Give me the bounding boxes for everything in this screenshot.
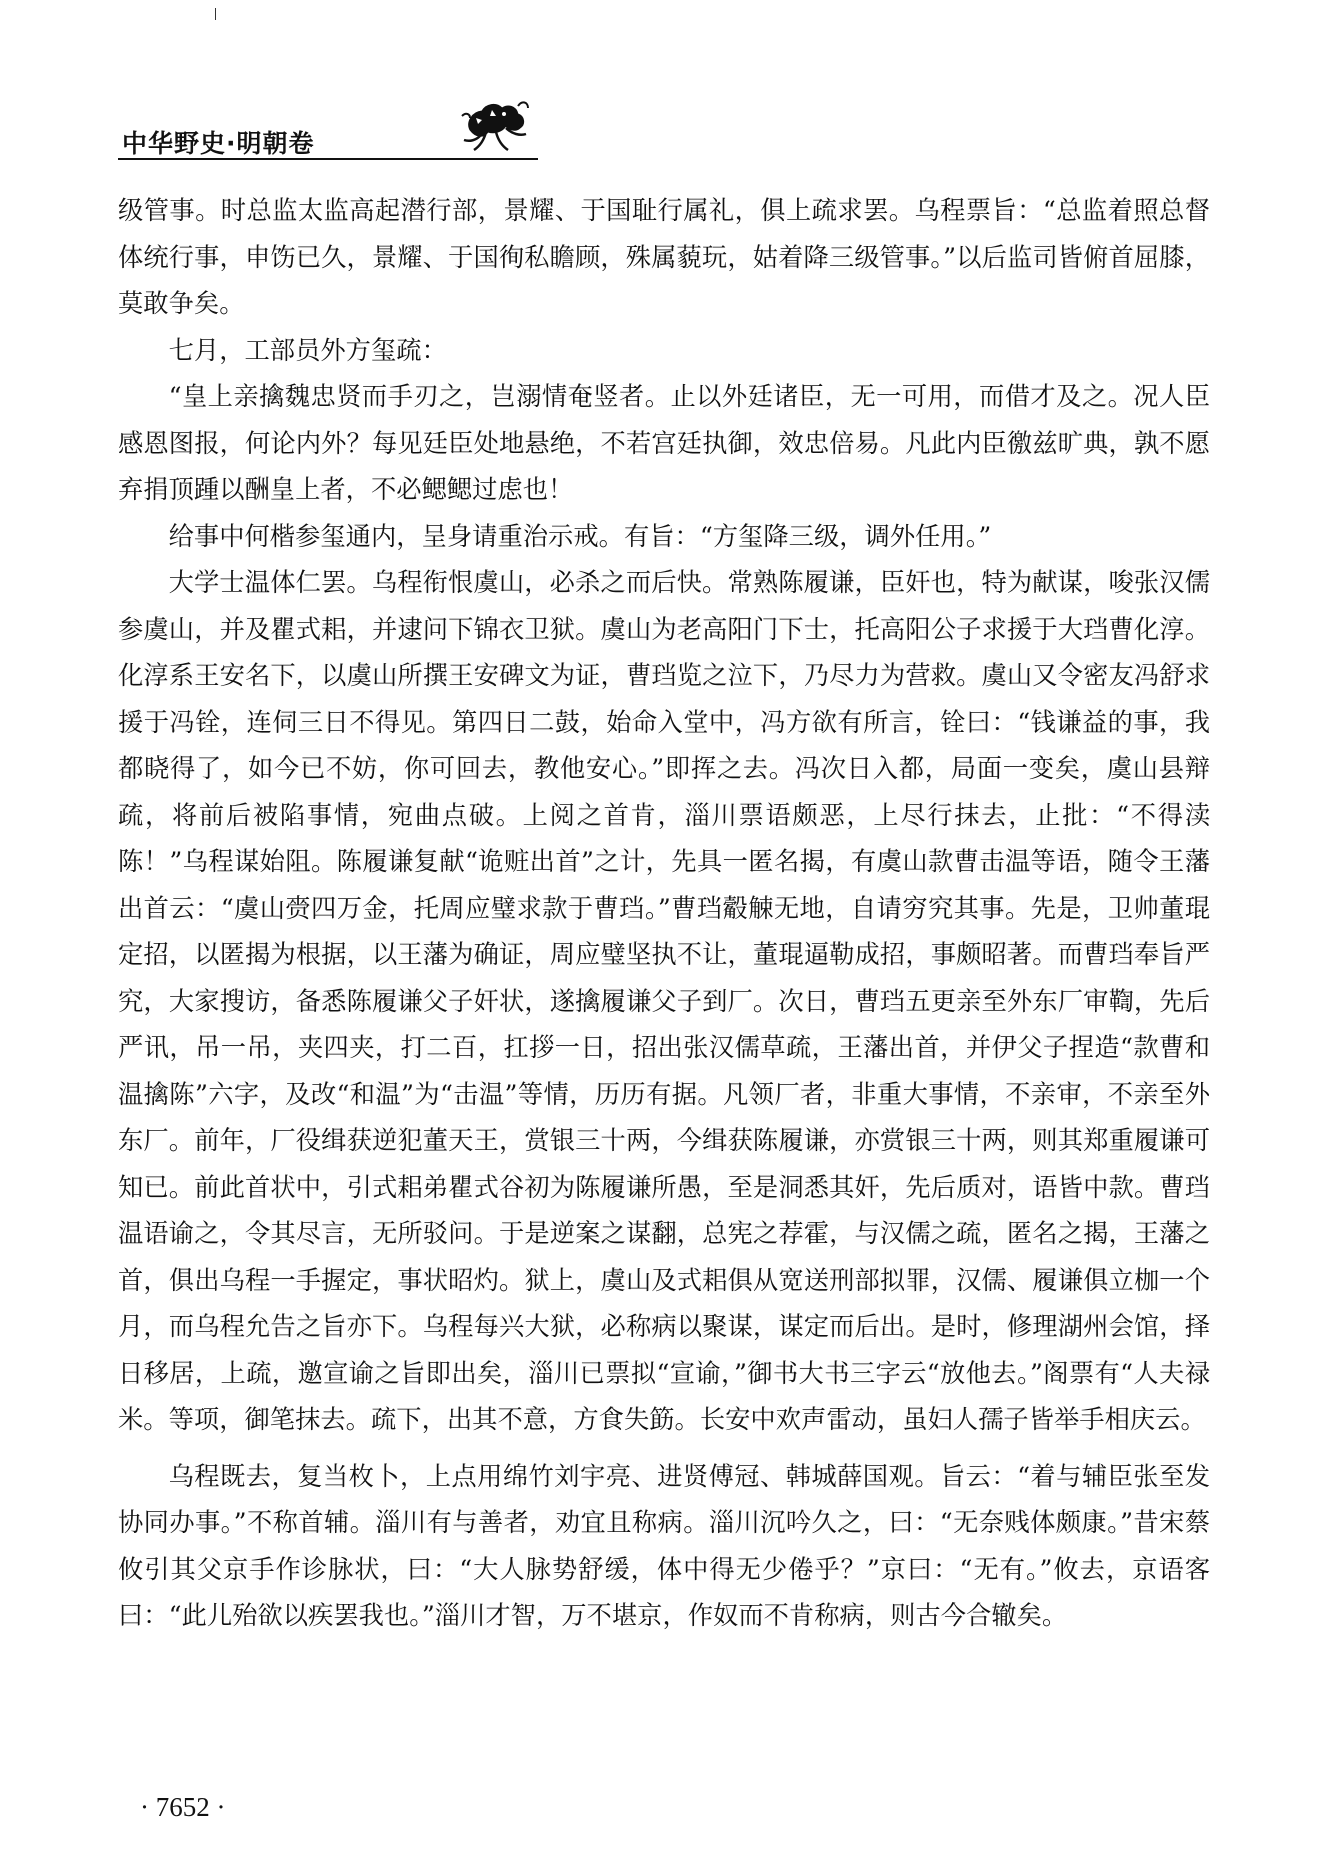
- paragraph-4: 给事中何楷参玺通内，呈身请重治示戒。有旨：“方玺降三级，调外任用。”: [168, 521, 992, 551]
- scan-speck: [215, 8, 216, 20]
- running-header: [118, 100, 538, 158]
- paragraph-1: 级管事。时总监太监高起潜行部，景耀、于国耻行属礼，俱上疏求罢。乌程票旨：“总监着照总督体统行事，申饬已久，景耀、于国徇私瞻顾，殊属藐玩，姑着降三级管事。”以后监司皆俯首屈膝，莫敢争矣。: [118, 196, 1210, 318]
- body-text: [118, 188, 1210, 1640]
- header-rule: [118, 158, 538, 160]
- paragraph-6: 乌程既去，复当枚卜，上点用绵竹刘宇亮、进贤傅冠、韩城薛国观。旨云：“着与辅臣张至发协同办事。”不称首辅。淄川有与善者，劝宜且称病。淄川沉吟久之，曰：“无奈贱体颇康。”昔宋蔡攸引其父京手作诊脉状，曰：“大人脉势舒缓，体中得无少倦乎？”京曰：“无有。”攸去，京语客曰：“此儿殆欲以疾罢我也。”淄川才智，万不堪京，作奴而不肯称病，则古今合辙矣。: [118, 1461, 1210, 1630]
- paragraph-5: 大学士温体仁罢。乌程衔恨虞山，必杀之而后快。常熟陈履谦，臣奸也，特为献谋，唆张汉儒参虞山，并及瞿式耜，并逮问下锦衣卫狱。虞山为老高阳门下士，托高阳公子求援于大珰曹化淳。化淳系王安名下，以虞山所撰王安碑文为证，曹珰览之泣下，乃尽力为营救。虞山又令密友冯舒求援于冯铨，连伺三日不得见。第四日二鼓，始命入堂中，冯方欲有所言，铨曰：“钱谦益的事，我都晓得了，如今已不妨，你可回去，教他安心。”即挥之去。冯次日入都，局面一变矣，虞山县辩疏，将前后被陷事情，宛曲点破。上阅之首肯，淄川票语颇恶，上尽行抹去，止批：“不得渎陈！”乌程谋始阻。陈履谦复献“诡赃出首”之计，先具一匿名揭，有虞山款曹击温等语，随令王藩出首云：“虞山赍四万金，托周应璧求款于曹珰。”曹珰觳觫无地，自请穷究其事。先是，卫帅董琨定招，以匿揭为根据，以王藩为确证，周应璧坚执不让，董琨逼勒成招，事颇昭著。而曹珰奉旨严究，大家搜访，备悉陈履谦父子奸状，遂擒履谦父子到厂。次日，曹珰五更亲至外东厂审鞫，先后严讯，吊一吊，夹四夹，打二百，扛拶一日，招出张汉儒草疏，王藩出首，并伊父子捏造“款曹和温擒陈”六字，及改“和温”为“击温”等情，历历有据。凡领厂者，非重大事情，不亲审，不亲至外东厂。前年，厂役缉获逆犯董天王，赏银三十两，今缉获陈履谦，亦赏银三十两，则其郑重履谦可知已。前此首状中，引式耜弟瞿式谷初为陈履谦所愚，至是洞悉其奸，先后质对，语皆中款。曹珰温语谕之，令其尽言，无所驳问。于是逆案之谋翻，总宪之荐霍，与汉儒之疏，匿名之揭，王藩之首，俱出乌程一手握定，事状昭灼。狱上，虞山及式耜俱从宽送刑部拟罪，汉儒、履谦俱立枷一个月，而乌程允告之旨亦下。乌程每兴大狱，必称病以聚谋，谋定而后出。是时，修理湖州会馆，择日移居，上疏，邀宣谕之旨即出矣，淄川已票拟“宣谕，”御书大书三字云“放他去。”阁票有“人夫禄米。等项，御笔抹去。疏下，出其不意，方食失筯。长安中欢声雷动，虽妇人孺子皆举手相庆云。: [118, 568, 1210, 1434]
- dragon-emblem-icon: [456, 96, 532, 156]
- paragraph-2: 七月，工部员外方玺疏：: [168, 335, 447, 365]
- paragraph-3-quotation: “皇上亲擒魏忠贤而手刃之，岂溺情奄竖者。止以外廷诸臣，无一可用，而借才及之。况人臣感恩图报，何论内外？每见廷臣处地悬绝，不若宫廷执御，效忠倍易。凡此内臣徼兹旷典，孰不愿弃捐顶踵以酬皇上者，不必鳃鳃过虑也！: [118, 382, 1210, 504]
- page-number: · 7652 ·: [140, 1792, 226, 1822]
- book-title: 中华野史·明朝卷: [122, 129, 315, 158]
